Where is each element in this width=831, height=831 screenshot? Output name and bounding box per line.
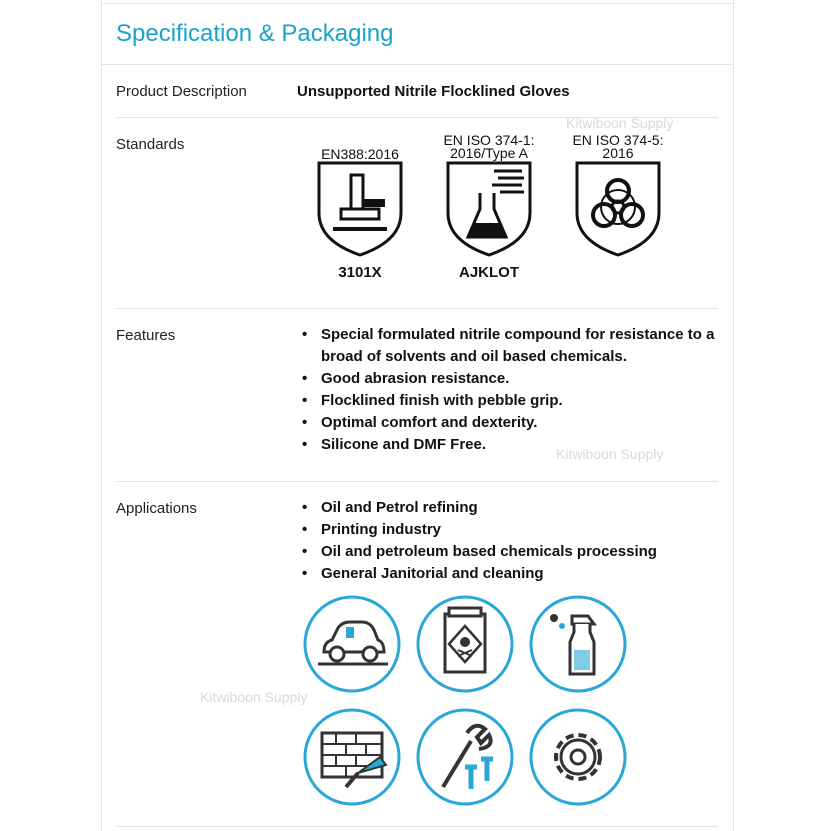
list-item: • Flocklined finish with pebble grip. bbox=[300, 390, 714, 412]
car-icon bbox=[302, 594, 402, 694]
standard-code: 3101X bbox=[338, 264, 382, 281]
brick-wall-trowel-icon bbox=[302, 707, 402, 807]
applications-list bbox=[300, 497, 657, 585]
list-item: • Good abrasion resistance. bbox=[300, 368, 714, 390]
caption-line: EN ISO 374-1: bbox=[443, 132, 535, 148]
caption-line: EN388:2016 bbox=[321, 146, 399, 162]
standard-en374-5 bbox=[563, 133, 673, 262]
list-item: • General Janitorial and cleaning bbox=[300, 563, 657, 585]
list-item: broad of solvents and oil based chemicals. bbox=[321, 348, 627, 365]
gear-icon bbox=[528, 707, 628, 807]
toxic-container-icon bbox=[415, 594, 515, 694]
list-item: • Silicone and DMF Free. bbox=[300, 434, 714, 456]
standard-caption bbox=[305, 133, 415, 161]
divider bbox=[116, 481, 718, 482]
divider bbox=[116, 308, 718, 309]
features-label: Features bbox=[116, 327, 176, 344]
top-divider bbox=[101, 3, 732, 4]
watermark: Kitwiboon Supply bbox=[556, 446, 664, 462]
caption-line: 2016/Type A bbox=[450, 145, 528, 161]
caption-line: EN ISO 374-5: bbox=[572, 132, 664, 148]
list-item: • Special formulated nitrile compound for resistance to a bbox=[300, 324, 714, 346]
list-item: • Optimal comfort and dexterity. bbox=[300, 412, 714, 434]
mechanical-hazard-shield-icon bbox=[315, 161, 405, 257]
wrench-bolts-icon bbox=[415, 707, 515, 807]
watermark: Kitwiboon Supply bbox=[566, 115, 674, 131]
product-description-value: Unsupported Nitrile Flocklined Gloves bbox=[297, 83, 570, 100]
product-description-label: Product Description bbox=[116, 83, 247, 100]
divider bbox=[116, 826, 718, 827]
chemical-hazard-shield-icon bbox=[444, 161, 534, 257]
standard-code: AJKLOT bbox=[459, 264, 519, 281]
features-list bbox=[300, 324, 714, 456]
standard-en388 bbox=[305, 133, 415, 281]
standard-caption bbox=[563, 133, 673, 161]
standard-en374-1 bbox=[434, 133, 544, 281]
list-item: • Oil and Petrol refining bbox=[300, 497, 657, 519]
caption-line: 2016 bbox=[602, 145, 634, 161]
list-item: • Oil and petroleum based chemicals processing bbox=[300, 541, 657, 563]
list-item: • Printing industry bbox=[300, 519, 657, 541]
biohazard-shield-icon bbox=[573, 161, 663, 257]
standard-caption bbox=[434, 133, 544, 161]
spray-bottle-icon bbox=[528, 594, 628, 694]
standards-label: Standards bbox=[116, 136, 185, 153]
applications-label: Applications bbox=[116, 500, 197, 517]
section-title: Specification & Packaging bbox=[116, 20, 394, 47]
watermark: Kitwiboon Supply bbox=[200, 689, 308, 705]
divider bbox=[101, 64, 732, 65]
